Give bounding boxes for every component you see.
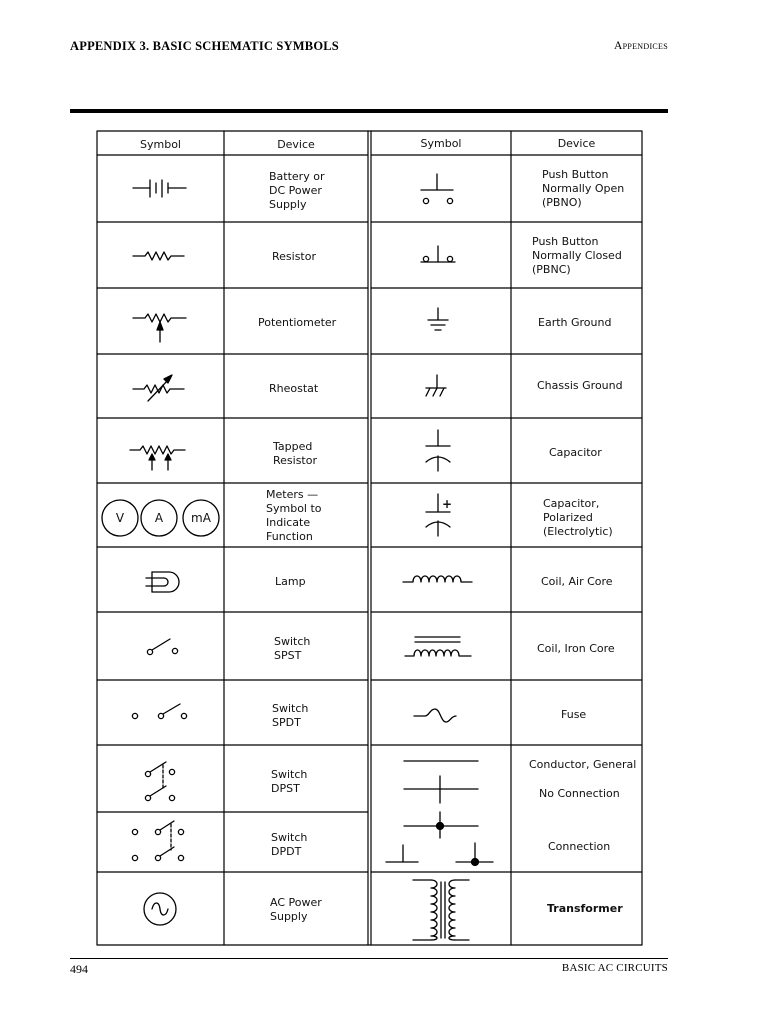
device-rheostat: Rheostat xyxy=(269,382,319,395)
battery-symbol xyxy=(133,180,186,197)
device-transformer: Transformer xyxy=(547,902,623,915)
meter-label-volts: V xyxy=(115,511,125,525)
device-capacitor: Capacitor xyxy=(549,446,602,459)
col-header-symbol-left: Symbol xyxy=(140,138,181,151)
meter-label-milliamps: mA xyxy=(191,511,211,525)
capacitor-symbol xyxy=(426,430,450,471)
device-lamp: Lamp xyxy=(275,575,306,588)
device-tapped-resistor: Tapped Resistor xyxy=(273,440,317,467)
dpst-switch-symbol xyxy=(145,762,174,801)
dpdt-switch-symbol xyxy=(132,821,183,861)
device-earth-ground: Earth Ground xyxy=(538,316,612,329)
col-header-device-left: Device xyxy=(277,138,315,151)
device-ac-power: AC Power Supply xyxy=(270,896,322,923)
running-header-title: APPENDIX 3. BASIC SCHEMATIC SYMBOLS xyxy=(70,39,339,53)
device-pbnc: Push Button Normally Closed (PBNC) xyxy=(532,235,622,276)
device-potentiometer: Potentiometer xyxy=(258,316,337,329)
conductor-symbols xyxy=(386,761,493,866)
device-fuse: Fuse xyxy=(561,708,587,721)
footer-rule xyxy=(70,958,668,959)
chassis-ground-symbol xyxy=(426,375,446,396)
device-chassis-ground: Chassis Ground xyxy=(537,379,623,392)
ac-power-supply-symbol xyxy=(144,893,176,925)
device-switch-spst: Switch SPST xyxy=(274,635,311,662)
resistor-symbol xyxy=(133,252,184,260)
air-core-coil-symbol xyxy=(403,576,472,582)
rheostat-symbol xyxy=(133,375,184,401)
iron-core-coil-symbol xyxy=(405,637,471,656)
tapped-resistor-symbol xyxy=(130,446,185,470)
device-meters: Meters — Symbol to Indicate Function xyxy=(266,488,322,543)
running-header-section: Appendices xyxy=(614,40,668,52)
fuse-symbol xyxy=(414,709,456,722)
push-button-nc-symbol xyxy=(421,246,455,262)
col-header-device-right: Device xyxy=(557,137,596,150)
device-coil-iron-core: Coil, Iron Core xyxy=(537,642,615,655)
device-capacitor-polarized: Capacitor, Polarized (Electrolytic) xyxy=(543,497,613,538)
meter-label-amps: A xyxy=(154,511,164,525)
device-switch-spdt: Switch SPDT xyxy=(272,702,309,729)
transformer-symbol xyxy=(413,880,469,940)
device-switch-dpst: Switch DPST xyxy=(271,768,308,795)
device-no-connection: No Connection xyxy=(539,787,620,800)
device-coil-air-core: Coil, Air Core xyxy=(541,575,613,588)
spdt-switch-symbol xyxy=(132,704,186,719)
page-number: 494 xyxy=(70,962,88,976)
device-resistor: Resistor xyxy=(272,250,316,263)
lamp-symbol xyxy=(146,572,179,592)
device-pbno: Push Button Normally Open (PBNO) xyxy=(542,168,625,209)
device-switch-dpdt: Switch DPDT xyxy=(271,831,308,858)
potentiometer-symbol xyxy=(133,314,186,342)
push-button-no-symbol xyxy=(421,174,453,204)
col-header-symbol-right: Symbol xyxy=(420,137,462,150)
device-conductor-general: Conductor, General xyxy=(529,758,637,771)
running-footer-title: BASIC AC CIRCUITS xyxy=(561,962,668,974)
earth-ground-symbol xyxy=(428,308,448,330)
capacitor-plus-sign: + xyxy=(442,497,453,511)
device-connection: Connection xyxy=(548,840,611,853)
device-battery: Battery or DC Power Supply xyxy=(269,170,325,211)
spst-switch-symbol xyxy=(147,639,177,655)
